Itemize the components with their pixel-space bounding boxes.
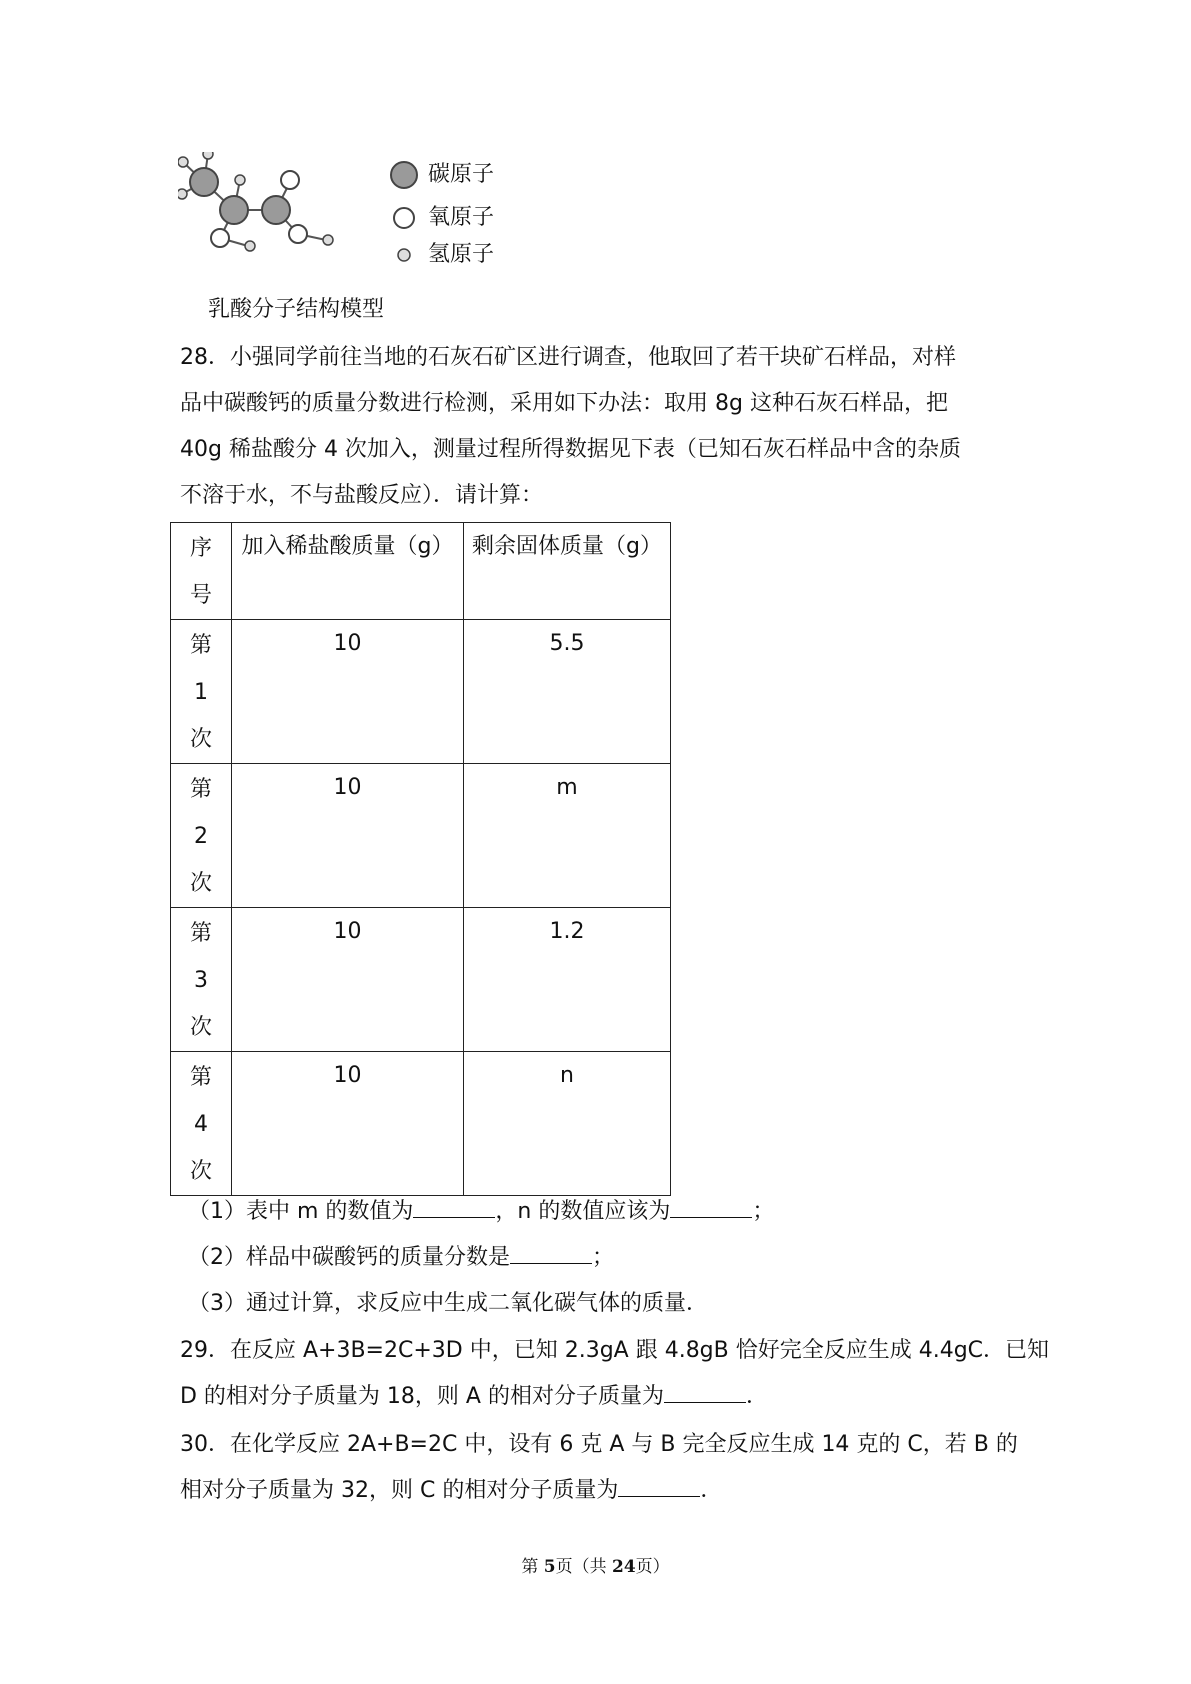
q30-text: ． bbox=[700, 1478, 723, 1503]
header-solid bbox=[464, 523, 671, 620]
seq-char: 1 bbox=[194, 680, 208, 705]
question-28-text bbox=[180, 335, 1020, 519]
solid-value: 5.5 bbox=[549, 631, 585, 656]
row-seq bbox=[171, 764, 232, 908]
header-seq-char: 号 bbox=[189, 583, 212, 608]
seq-char: 次 bbox=[189, 871, 212, 896]
row-acid bbox=[232, 1052, 464, 1196]
row-solid bbox=[464, 620, 671, 764]
answer-blank-q30[interactable] bbox=[618, 1476, 700, 1497]
q28-sub1-text: ； bbox=[752, 1199, 775, 1224]
seq-char: 2 bbox=[194, 824, 208, 849]
table-header-row bbox=[171, 523, 671, 620]
q29-text: ． bbox=[745, 1384, 768, 1409]
header-seq-char: 序 bbox=[189, 536, 212, 561]
table-row bbox=[171, 620, 671, 764]
row-acid bbox=[232, 908, 464, 1052]
acid-value: 10 bbox=[333, 775, 362, 800]
seq-char: 第 bbox=[189, 921, 212, 946]
acid-value: 10 bbox=[333, 631, 362, 656]
q28-sub1-text: ，n 的数值应该为 bbox=[495, 1199, 671, 1224]
question-30-line1: 30．在化学反应 2A+B=2C 中，设有 6 克 A 与 B 完全反应生成 14 克的 C，若 B 的 bbox=[180, 1432, 1018, 1457]
figure-caption: 乳酸分子结构模型 bbox=[208, 297, 385, 322]
question-29-line1: 29．在反应 A+3B=2C+3D 中，已知 2.3gA 跟 4.8gB 恰好完全反应生成 4.4gC．已知 bbox=[180, 1338, 1050, 1363]
q28-sub1-text: （1）表中 m 的数值为 bbox=[188, 1199, 414, 1224]
q28-sub3: （3）通过计算，求反应中生成二氧化碳气体的质量． bbox=[188, 1291, 708, 1316]
answer-blank-m[interactable] bbox=[413, 1197, 495, 1218]
seq-char: 次 bbox=[189, 727, 212, 752]
question-29-line2 bbox=[180, 1379, 768, 1410]
acid-value: 10 bbox=[333, 919, 362, 944]
carbon-atom-icon bbox=[388, 160, 422, 190]
footer-text: 页（共 bbox=[555, 1557, 612, 1577]
legend-hydrogen-label: 氢原子 bbox=[428, 242, 495, 267]
solid-value: m bbox=[556, 775, 578, 800]
row-solid bbox=[464, 908, 671, 1052]
q28-line: 28．小强同学前往当地的石灰石矿区进行调查，他取回了若干块矿石样品，对样 bbox=[180, 345, 956, 370]
legend-carbon-label: 碳原子 bbox=[428, 162, 495, 187]
footer-text: 第 bbox=[521, 1557, 544, 1577]
q28-sub2-text: （2）样品中碳酸钙的质量分数是 bbox=[188, 1245, 510, 1270]
table-row bbox=[171, 908, 671, 1052]
seq-char: 第 bbox=[189, 777, 212, 802]
seq-char: 4 bbox=[194, 1112, 208, 1137]
table-row bbox=[171, 1052, 671, 1196]
acid-value: 10 bbox=[333, 1063, 362, 1088]
page-footer bbox=[0, 1552, 1191, 1577]
solid-value: n bbox=[560, 1063, 574, 1088]
row-solid bbox=[464, 764, 671, 908]
header-solid-label: 剩余固体质量（g） bbox=[472, 534, 662, 559]
seq-char: 3 bbox=[194, 968, 208, 993]
seq-char: 次 bbox=[189, 1159, 212, 1184]
answer-blank-q29[interactable] bbox=[664, 1382, 746, 1403]
q29-text: D 的相对分子质量为 18，则 A 的相对分子质量为 bbox=[180, 1384, 664, 1409]
hydrogen-atom-icon bbox=[388, 240, 422, 270]
row-acid bbox=[232, 764, 464, 908]
q30-text: 相对分子质量为 32，则 C 的相对分子质量为 bbox=[180, 1478, 619, 1503]
q28-sub1 bbox=[188, 1194, 774, 1225]
data-table bbox=[170, 522, 671, 1196]
q28-sub2-text: ； bbox=[592, 1245, 615, 1270]
row-seq bbox=[171, 1052, 232, 1196]
question-30-line2 bbox=[180, 1473, 722, 1504]
seq-char: 次 bbox=[189, 1015, 212, 1040]
answer-blank-n[interactable] bbox=[670, 1197, 752, 1218]
table-row bbox=[171, 764, 671, 908]
page-number: 5 bbox=[543, 1557, 556, 1577]
legend-oxygen-label: 氧原子 bbox=[428, 205, 495, 230]
molecule-model-image bbox=[178, 152, 378, 262]
seq-char: 第 bbox=[189, 633, 212, 658]
row-solid bbox=[464, 1052, 671, 1196]
page-total: 24 bbox=[611, 1557, 636, 1577]
footer-text: 页） bbox=[635, 1557, 670, 1577]
row-seq bbox=[171, 620, 232, 764]
q28-line: 40g 稀盐酸分 4 次加入，测量过程所得数据见下表（已知石灰石样品中含的杂质 bbox=[180, 437, 961, 462]
solid-value: 1.2 bbox=[549, 919, 585, 944]
q28-sub2 bbox=[188, 1240, 614, 1271]
header-seq bbox=[171, 523, 232, 620]
oxygen-atom-icon bbox=[388, 203, 422, 233]
answer-blank-fraction[interactable] bbox=[510, 1243, 592, 1264]
q28-line: 不溶于水，不与盐酸反应）．请计算： bbox=[180, 483, 544, 508]
header-acid-label: 加入稀盐酸质量（g） bbox=[241, 534, 454, 559]
seq-char: 第 bbox=[189, 1065, 212, 1090]
row-seq bbox=[171, 908, 232, 1052]
q28-line: 品中碳酸钙的质量分数进行检测，采用如下办法：取用 8g 这种石灰石样品，把 bbox=[180, 391, 948, 416]
row-acid bbox=[232, 620, 464, 764]
header-acid bbox=[232, 523, 464, 620]
